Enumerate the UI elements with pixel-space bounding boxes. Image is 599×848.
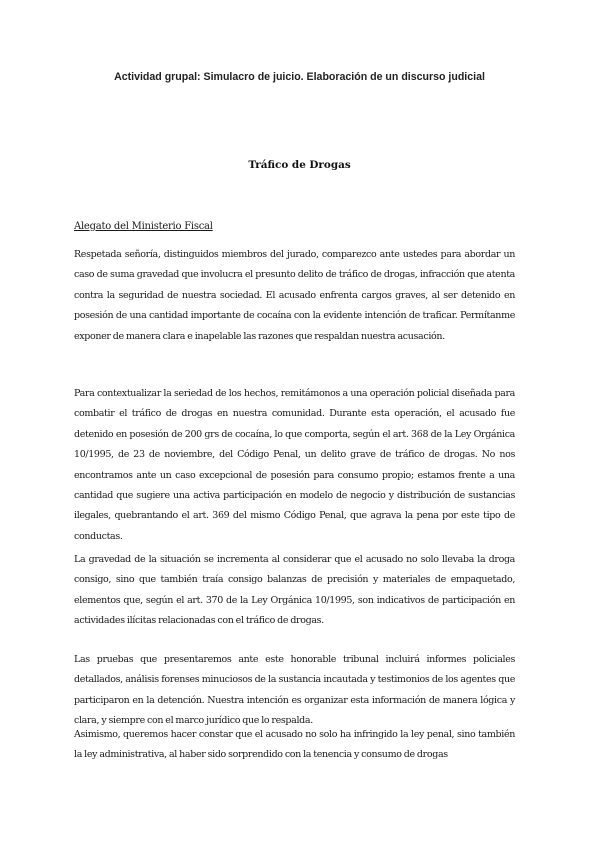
paragraph: Respetada señoría, distinguidos miembros del jurado, comparezco ante ustedes para abordar un caso de suma gravedad que involucra el presunto delito de tráfico de drogas, infracción que atenta contra la seguridad de nuestra sociedad. El acusado enfrenta cargos graves, al ser detenido en posesión de una cantidad importante de cocaína con la evidente intención de traficar. Permítanme exponer de manera clara e inapelable las razones que respaldan nuestra acusación. xyxy=(74,249,515,342)
paragraph: Para contextualizar la seriedad de los hechos, remitámonos a una operación policial diseñada para combatir el tráfico de drogas en nuestra comunidad. Durante esta operación, el acusado fue detenido en posesión de 200 grs de cocaína, lo que comporta, según el art. 368 de la Ley Orgánica 10/1995, de 23 de noviembre, del Código Penal, un delito grave de tráfico de drogas. No nos encontramos ante un caso excepcional de posesión para consumo propio; estamos frente a una cantidad que sugiere una activa participación en modelo de negocio y distribución de sustancias ilegales, quebrantando el art. 369 del mismo Código Penal, que agrava la pena por este tipo de conductas. xyxy=(74,388,515,542)
section-heading: Alegato del Ministerio Fiscal xyxy=(74,221,213,232)
document-title: Tráfico de Drogas xyxy=(248,159,351,171)
paragraph: Las pruebas que presentaremos ante este honorable tribunal incluirá informes policiales detallados, análisis forenses minuciosos de la sustancia incautada y testimonios de los agentes que participaron en la detención. Nuestra intención es organizar esta información de manera lógica y clara, y siempre con el marco jurídico que lo respalda. xyxy=(74,654,515,727)
paragraph: La gravedad de la situación se incrementa al considerar que el acusado no solo llevaba la droga consigo, sino que también traía consigo balanzas de precisión y materiales de empaquetado, elementos que, según el art. 370 de la Ley Orgánica 10/1995, son indicativos de participación en actividades ilícitas relacionadas con el tráfico de drogas. xyxy=(74,554,515,627)
document-header: Actividad grupal: Simulacro de juicio. Elaboración de un discurso judicial xyxy=(114,71,485,83)
paragraph: Asimismo, queremos hacer constar que el acusado no solo ha infringido la ley penal, sino también la ley administrativa, al haber sido sorprendido con la tenencia y consumo de drogas xyxy=(74,729,515,761)
